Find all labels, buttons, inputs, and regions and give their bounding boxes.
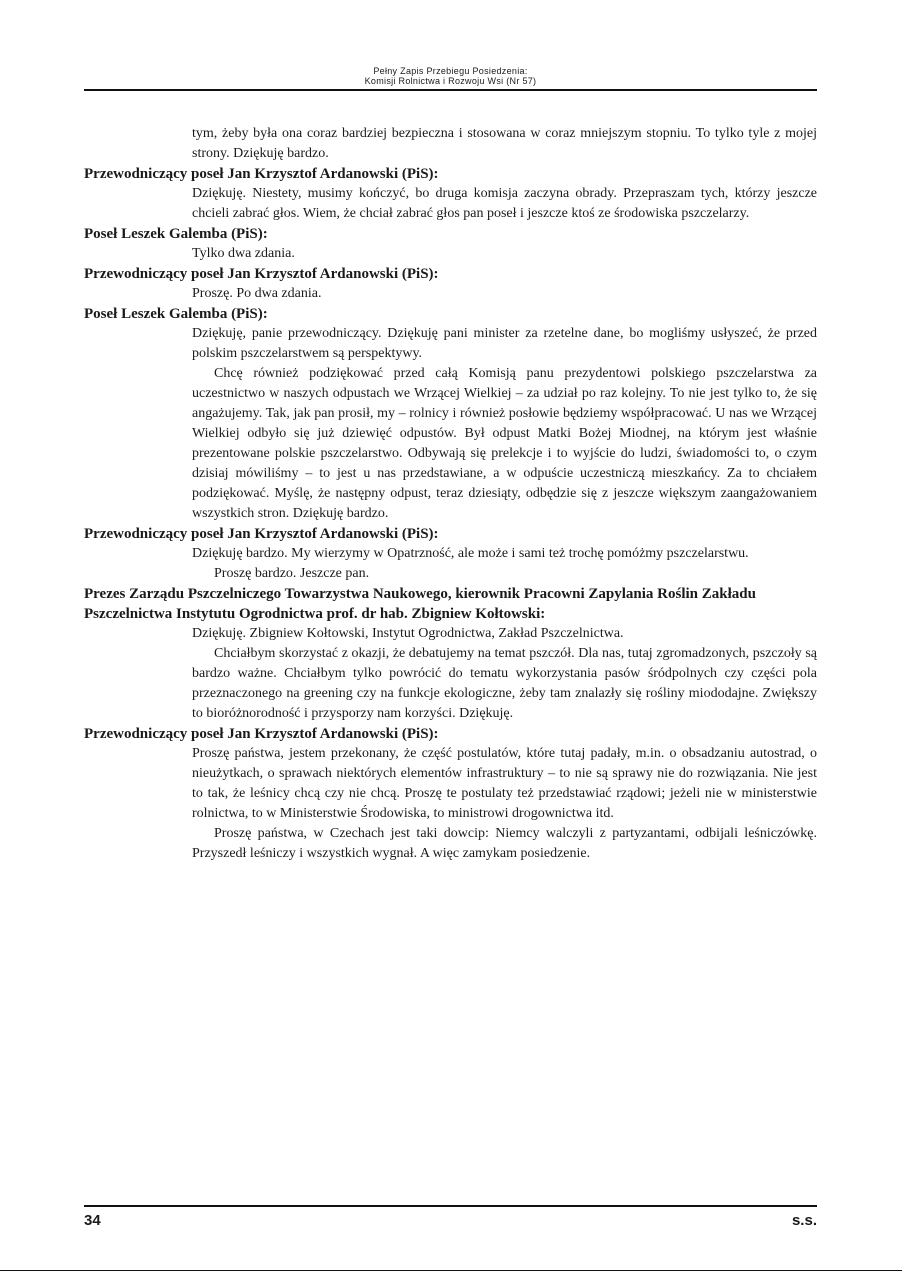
- running-header-line-2: Komisji Rolnictwa i Rozwoju Wsi (Nr 57): [364, 76, 537, 86]
- transcript-entry: [84, 724, 817, 864]
- transcript-entry: [84, 164, 817, 224]
- speaker-name: Przewodniczący poseł Jan Krzysztof Ardanowski (PiS):: [84, 166, 439, 182]
- running-header: [84, 66, 817, 86]
- speech-text: [192, 124, 817, 164]
- footer-rule: [84, 1205, 817, 1207]
- page-number: 34: [84, 1212, 101, 1229]
- speech-paragraph: Chciałbym skorzystać z okazji, że debatujemy na temat pszczół. Dla nas, tutaj zgromadzonych, pszczoły są bardzo ważne. Chciałbym tylko powrócić do tematu wykorzystania pasów śródpolnych czy części pola przeznaczonego na greening czy na funkcje ekologiczne, żeby tam znalazły się rośliny miododajne. Zwiększy to bioróżnorodność i przysporzy nam korzyści. Dziękuję.: [192, 646, 817, 721]
- speech-paragraph: Proszę bardzo. Jeszcze pan.: [214, 566, 370, 581]
- transcript-entry: [84, 304, 817, 524]
- speaker-name: Przewodniczący poseł Jan Krzysztof Ardanowski (PiS):: [84, 266, 439, 282]
- footer-mark: s.s.: [791, 1212, 817, 1229]
- transcript-entry: [84, 524, 817, 584]
- speaker-name: Poseł Leszek Galemba (PiS):: [84, 306, 268, 322]
- speech-paragraph: Proszę państwa, jestem przekonany, że część postulatów, które tutaj padały, m.in. o obsadzaniu autostrad, o nieużytkach, o sprawach niektórych elementów infrastruktury – to nie są sprawy nie do rozwiązania. Nie jest to tak, że leśnicy chcą czy nie chcą. Proszę te postulaty też przedstawiać rządowi; jeżeli nie w ministerstwie rolnictwa, to w Ministerstwie Środowiska, to ministrowi drogownictwa itd.: [192, 746, 817, 821]
- speech-paragraph: Chcę również podziękować przed całą Komisją panu prezydentowi polskiego pszczelarstwa za uczestnictwo w naszych odpustach we Wrzącej Wielkiej – za udział po raz kolejny. To nie jest tylko to, że się angażujemy. Tak, jak pan prosił, my – rolnicy i również posłowie będziemy współpracować. U nas we Wrzącej Wielkiej odbyło się już dziewięć odpustów. Był odpust Matki Bożej Miodnej, na którym jest właśnie prezentowane polskie pszczelarstwo. Odbywają się prelekcje i to wyjście do ludzi, świadomości to, o czym dzisiaj mówiliśmy – to jest u nas przedstawiane, a w odpuście uczestniczą mieszkańcy. Za to chciałem podziękować. Myślę, że następny odpust, teraz dziesiąty, odbędzie się z jeszcze większym zaangażowaniem wszystkich stron. Dziękuję bardzo.: [192, 366, 817, 521]
- speech-text: [192, 184, 817, 224]
- speaker-name: Poseł Leszek Galemba (PiS):: [84, 226, 268, 242]
- speaker-name: Przewodniczący poseł Jan Krzysztof Ardanowski (PiS):: [84, 726, 439, 742]
- speech-paragraph: Tylko dwa zdania.: [192, 246, 295, 261]
- speech-paragraph: Dziękuję. Zbigniew Kołtowski, Instytut Ogrodnictwa, Zakład Pszczelnictwa.: [192, 626, 624, 641]
- speech-paragraph: tym, żeby była ona coraz bardziej bezpieczna i stosowana w coraz mniejszym stopniu. To tylko tyle z mojej strony. Dziękuję bardzo.: [192, 126, 817, 161]
- speech-paragraph: Dziękuję. Niestety, musimy kończyć, bo druga komisja zaczyna obrady. Przepraszam tych, którzy jeszcze chcieli zabrać głos. Wiem, że chciał zabrać głos pan poseł i jeszcze ktoś ze środowiska pszczelarzy.: [192, 186, 817, 221]
- speaker-name: Prezes Zarządu Pszczelniczego Towarzystwa Naukowego, kierownik Pracowni Zapylania Roślin Zakładu Pszczelnictwa Instytutu Ogrodnictwa prof. dr hab. Zbigniew Kołtowski:: [84, 586, 756, 622]
- speech-text: [192, 544, 817, 584]
- speech-text: [192, 284, 817, 304]
- transcript-body: [84, 124, 817, 864]
- transcript-entry: [84, 584, 817, 724]
- transcript-entry: [84, 124, 817, 164]
- header-rule: [84, 89, 817, 91]
- speech-text: [192, 744, 817, 864]
- page-bottom-edge: [0, 1270, 902, 1271]
- speaker-name: Przewodniczący poseł Jan Krzysztof Ardanowski (PiS):: [84, 526, 439, 542]
- speech-text: [192, 624, 817, 724]
- speech-paragraph: Proszę państwa, w Czechach jest taki dowcip: Niemcy walczyli z partyzantami, odbijali leśniczówkę. Przyszedł leśniczy i wszystkich wygnał. A więc zamykam posiedzenie.: [192, 826, 817, 861]
- speech-text: [192, 244, 817, 264]
- speech-paragraph: Dziękuję, panie przewodniczący. Dziękuję pani minister za rzetelne dane, bo mogliśmy usłyszeć, że przed polskim pszczelarstwem są perspektywy.: [192, 326, 817, 361]
- speech-paragraph: Dziękuję bardzo. My wierzymy w Opatrzność, ale może i sami też trochę pomóżmy pszczelarstwu.: [192, 546, 749, 561]
- speech-paragraph: Proszę. Po dwa zdania.: [192, 286, 322, 301]
- transcript-entry: [84, 224, 817, 264]
- transcript-entry: [84, 264, 817, 304]
- running-header-line-1: Pełny Zapis Przebiegu Posiedzenia:: [373, 66, 528, 76]
- speech-text: [192, 324, 817, 524]
